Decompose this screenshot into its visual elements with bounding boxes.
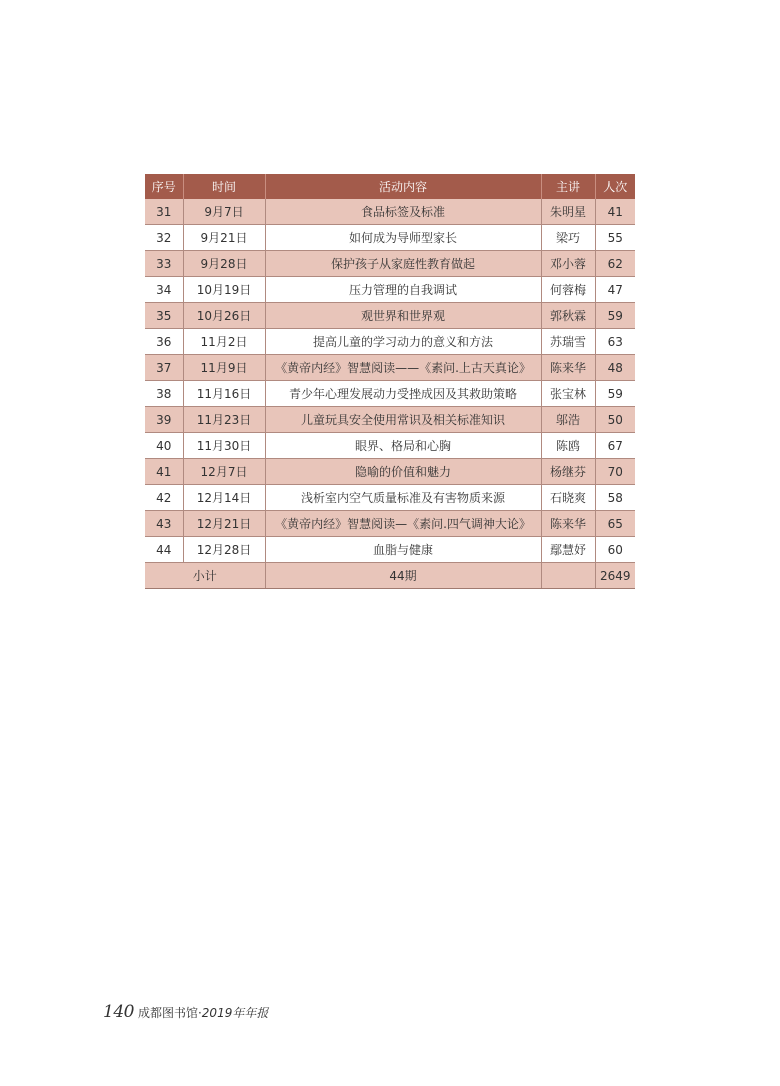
cell-attendance: 47 bbox=[595, 277, 635, 303]
cell-time: 9月28日 bbox=[183, 251, 265, 277]
cell-speaker: 苏瑞雪 bbox=[541, 329, 595, 355]
cell-content: 血脂与健康 bbox=[265, 537, 541, 563]
cell-seq: 44 bbox=[145, 537, 183, 563]
cell-time: 12月28日 bbox=[183, 537, 265, 563]
cell-content: 青少年心理发展动力受挫成因及其救助策略 bbox=[265, 381, 541, 407]
summary-label: 小计 bbox=[145, 563, 265, 589]
library-name: 成都图书馆 bbox=[137, 1006, 198, 1020]
cell-time: 11月16日 bbox=[183, 381, 265, 407]
cell-content: 儿童玩具安全使用常识及相关标准知识 bbox=[265, 407, 541, 433]
cell-speaker: 杨继芬 bbox=[541, 459, 595, 485]
cell-attendance: 48 bbox=[595, 355, 635, 381]
cell-time: 11月9日 bbox=[183, 355, 265, 381]
table-header-row bbox=[145, 174, 635, 199]
page-number: 140 bbox=[103, 1002, 134, 1022]
table-summary-row bbox=[145, 563, 635, 589]
cell-attendance: 67 bbox=[595, 433, 635, 459]
cell-time: 10月26日 bbox=[183, 303, 265, 329]
table-row bbox=[145, 459, 635, 485]
cell-seq: 42 bbox=[145, 485, 183, 511]
cell-speaker: 石晓爽 bbox=[541, 485, 595, 511]
cell-content: 保护孩子从家庭性教育做起 bbox=[265, 251, 541, 277]
table-row bbox=[145, 537, 635, 563]
cell-content: 《黄帝内经》智慧阅读—《素问.四气调神大论》 bbox=[265, 511, 541, 537]
cell-seq: 35 bbox=[145, 303, 183, 329]
cell-speaker: 郭秋霖 bbox=[541, 303, 595, 329]
cell-time: 9月7日 bbox=[183, 199, 265, 225]
cell-speaker: 鄢慧妤 bbox=[541, 537, 595, 563]
cell-speaker: 邓小蓉 bbox=[541, 251, 595, 277]
table-row bbox=[145, 433, 635, 459]
cell-seq: 34 bbox=[145, 277, 183, 303]
cell-content: 观世界和世界观 bbox=[265, 303, 541, 329]
cell-seq: 40 bbox=[145, 433, 183, 459]
cell-attendance: 59 bbox=[595, 303, 635, 329]
cell-time: 11月30日 bbox=[183, 433, 265, 459]
cell-attendance: 60 bbox=[595, 537, 635, 563]
cell-speaker: 梁巧 bbox=[541, 225, 595, 251]
cell-attendance: 41 bbox=[595, 199, 635, 225]
table-row bbox=[145, 329, 635, 355]
cell-content: 压力管理的自我调试 bbox=[265, 277, 541, 303]
cell-speaker: 何蓉梅 bbox=[541, 277, 595, 303]
table-row bbox=[145, 355, 635, 381]
table-row bbox=[145, 303, 635, 329]
summary-speaker bbox=[541, 563, 595, 589]
cell-attendance: 65 bbox=[595, 511, 635, 537]
header-content: 活动内容 bbox=[265, 174, 541, 199]
cell-content: 提高儿童的学习动力的意义和方法 bbox=[265, 329, 541, 355]
cell-time: 12月14日 bbox=[183, 485, 265, 511]
cell-seq: 33 bbox=[145, 251, 183, 277]
header-speaker: 主讲 bbox=[541, 174, 595, 199]
cell-content: 如何成为导师型家长 bbox=[265, 225, 541, 251]
cell-attendance: 50 bbox=[595, 407, 635, 433]
cell-speaker: 张宝林 bbox=[541, 381, 595, 407]
cell-attendance: 70 bbox=[595, 459, 635, 485]
header-seq: 序号 bbox=[145, 174, 183, 199]
cell-attendance: 63 bbox=[595, 329, 635, 355]
table-row bbox=[145, 277, 635, 303]
cell-seq: 43 bbox=[145, 511, 183, 537]
cell-content: 浅析室内空气质量标准及有害物质来源 bbox=[265, 485, 541, 511]
footer-separator: · bbox=[197, 1006, 202, 1020]
table-row bbox=[145, 199, 635, 225]
cell-seq: 36 bbox=[145, 329, 183, 355]
table-row bbox=[145, 485, 635, 511]
cell-content: 《黄帝内经》智慧阅读——《素问.上古天真论》 bbox=[265, 355, 541, 381]
cell-time: 12月7日 bbox=[183, 459, 265, 485]
activity-table bbox=[145, 174, 635, 589]
cell-speaker: 陈来华 bbox=[541, 511, 595, 537]
table-row bbox=[145, 225, 635, 251]
table-row bbox=[145, 251, 635, 277]
cell-time: 11月2日 bbox=[183, 329, 265, 355]
cell-speaker: 陈鸥 bbox=[541, 433, 595, 459]
summary-content: 44期 bbox=[265, 563, 541, 589]
cell-seq: 39 bbox=[145, 407, 183, 433]
cell-time: 10月19日 bbox=[183, 277, 265, 303]
cell-attendance: 59 bbox=[595, 381, 635, 407]
page-footer bbox=[103, 1002, 268, 1022]
cell-seq: 32 bbox=[145, 225, 183, 251]
summary-attendance: 2649 bbox=[595, 563, 635, 589]
report-year: 2019年年报 bbox=[201, 1006, 269, 1020]
cell-speaker: 朱明星 bbox=[541, 199, 595, 225]
table-row bbox=[145, 381, 635, 407]
cell-content: 食品标签及标准 bbox=[265, 199, 541, 225]
table-row bbox=[145, 407, 635, 433]
cell-time: 9月21日 bbox=[183, 225, 265, 251]
cell-content: 隐喻的价值和魅力 bbox=[265, 459, 541, 485]
table-row bbox=[145, 511, 635, 537]
header-attendance: 人次 bbox=[595, 174, 635, 199]
cell-speaker: 邬浩 bbox=[541, 407, 595, 433]
cell-attendance: 62 bbox=[595, 251, 635, 277]
cell-time: 12月21日 bbox=[183, 511, 265, 537]
cell-seq: 37 bbox=[145, 355, 183, 381]
header-time: 时间 bbox=[183, 174, 265, 199]
cell-seq: 31 bbox=[145, 199, 183, 225]
cell-attendance: 58 bbox=[595, 485, 635, 511]
cell-attendance: 55 bbox=[595, 225, 635, 251]
cell-seq: 38 bbox=[145, 381, 183, 407]
cell-speaker: 陈来华 bbox=[541, 355, 595, 381]
cell-time: 11月23日 bbox=[183, 407, 265, 433]
cell-content: 眼界、格局和心胸 bbox=[265, 433, 541, 459]
cell-seq: 41 bbox=[145, 459, 183, 485]
